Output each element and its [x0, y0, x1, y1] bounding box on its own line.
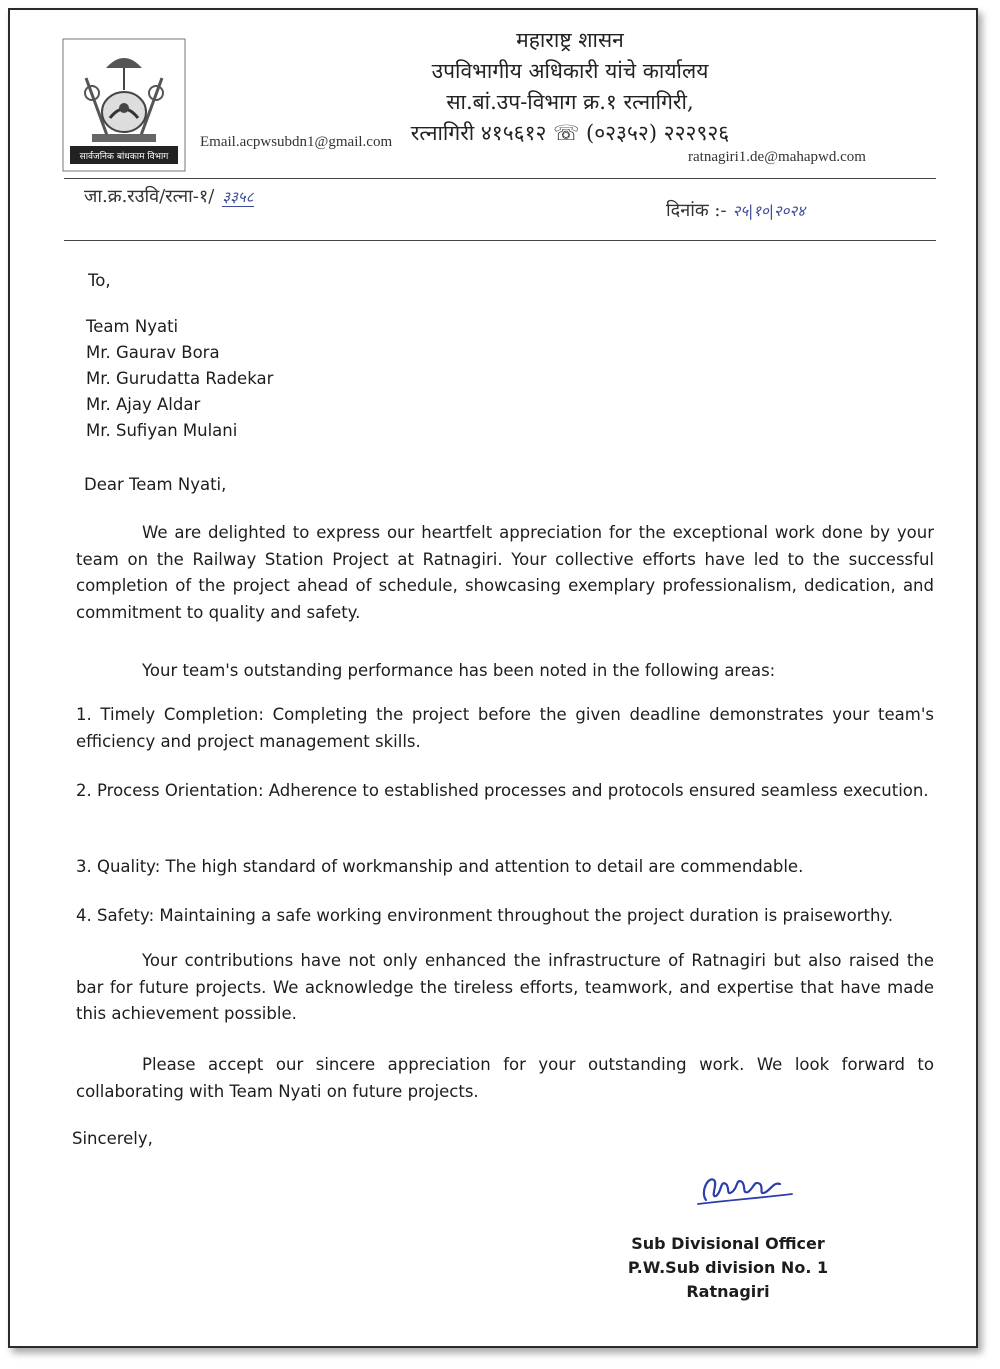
- government-emblem-icon: [62, 38, 186, 172]
- list-item-safety: 4. Safety: Maintaining a safe working environment throughout the project duration is praiseworthy.: [76, 906, 894, 925]
- list-item-process-orientation: 2. Process Orientation: Adherence to established processes and protocols ensured seamless execution.: [76, 781, 929, 800]
- signature-icon: [690, 1162, 800, 1212]
- signatory-block: [596, 1232, 860, 1304]
- date-handwritten-value: २५|१०|२०२४: [732, 202, 806, 220]
- recipient-name: Team Nyati: [86, 317, 179, 336]
- recipient-name: Mr. Gaurav Bora: [86, 343, 220, 362]
- header-divider-top: [64, 178, 936, 179]
- letterhead-government: महाराष्ट्र शासन: [516, 28, 624, 52]
- list-item-timely-completion: 1. Timely Completion: Completing the project before the given deadline demonstrates your team's efficiency and project management skills.: [76, 705, 934, 751]
- date-label: दिनांक :-: [666, 200, 727, 221]
- signatory-title: Sub Divisional Officer: [631, 1234, 825, 1253]
- paragraph-appreciation: We are delighted to express our heartfelt appreciation for the exceptional work done by your team on the Railway Station Project at Ratnagiri. Your collective efforts have led to the successful completion of the project ahead of schedule, showcasing exemplary professionalism, dedication, and commitment to quality and safety.: [76, 523, 934, 622]
- recipient-name: Mr. Ajay Aldar: [86, 395, 201, 414]
- letterhead-division: सा.बां.उप-विभाग क्र.१ रत्नागिरी,: [446, 90, 694, 114]
- signatory-office: P.W.Sub division No. 1: [627, 1258, 829, 1277]
- paragraph-closing-appreciation: Please accept our sincere appreciation for your outstanding work. We look forward to collaborating with Team Nyati on future projects.: [76, 1055, 934, 1101]
- letter-date: [666, 198, 805, 222]
- recipient-name: Mr. Sufiyan Mulani: [86, 421, 238, 440]
- recipient-list: [86, 314, 273, 444]
- to-label: To,: [88, 271, 111, 290]
- paragraph-contributions: Your contributions have not only enhanced the infrastructure of Ratnagiri but also raised the bar for future projects. We acknowledge the tireless efforts, teamwork, and expertise that have made this achievement possible.: [76, 951, 934, 1023]
- reference-number: [84, 184, 254, 208]
- letterhead-office: उपविभागीय अधिकारी यांचे कार्यालय: [431, 59, 709, 83]
- reference-label: जा.क्र.रउवि/रत्ना-१/: [84, 186, 215, 207]
- closing: Sincerely,: [72, 1129, 153, 1148]
- header-divider-bottom: [64, 240, 936, 241]
- reference-handwritten-number: ३३५८: [222, 188, 254, 206]
- paragraph-performance-intro: Your team's outstanding performance has been noted in the following areas:: [142, 661, 776, 680]
- letterhead-email-left: Email.acpwsubdn1@gmail.com: [200, 134, 393, 150]
- salutation: Dear Team Nyati,: [84, 475, 227, 494]
- recipient-name: Mr. Gurudatta Radekar: [86, 369, 274, 388]
- letterhead-email-right: ratnagiri1.de@mahapwd.com: [688, 149, 866, 165]
- list-item-quality: 3. Quality: The high standard of workmanship and attention to detail are commendable.: [76, 857, 804, 876]
- emblem-caption: सार्वजनिक बांधकाम विभाग: [79, 152, 169, 162]
- signatory-place: Ratnagiri: [686, 1282, 770, 1301]
- letterhead-address-phone: रत्नागिरी ४१५६१२ ☏ (०२३५२) २२२९२६: [410, 121, 730, 145]
